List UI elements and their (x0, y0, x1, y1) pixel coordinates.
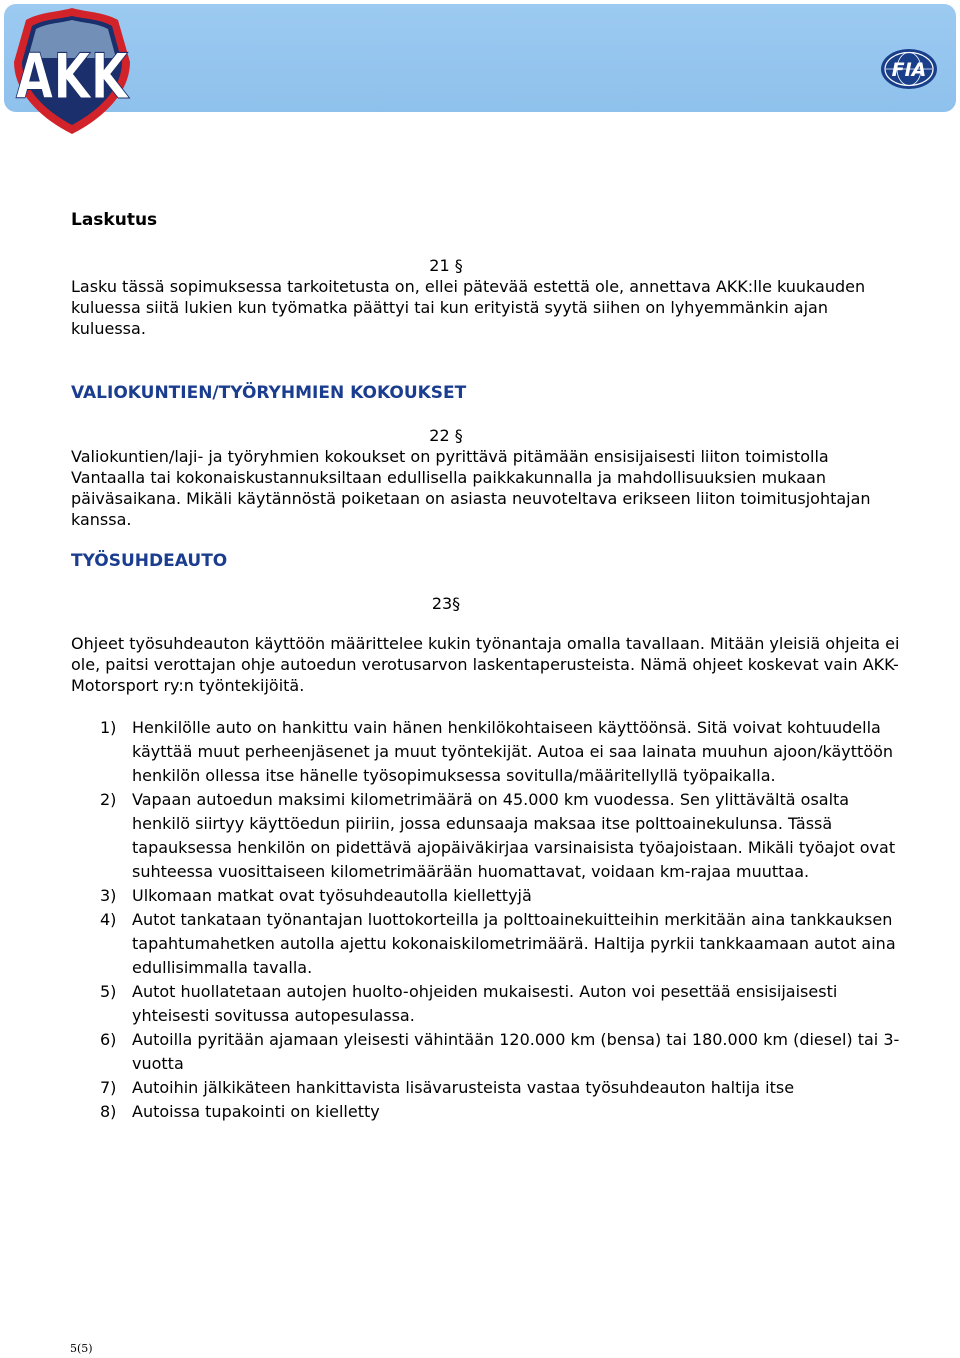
rules-list (71, 716, 901, 1124)
paragraph-number-21: 21 § (429, 256, 463, 275)
document-body (71, 210, 901, 1124)
list-item-text: Autoissa tupakointi on kielletty (132, 1102, 380, 1121)
header-band (4, 4, 956, 112)
list-item (71, 1028, 901, 1076)
heading-tyosuhdeauto: TYÖSUHDEAUTO (71, 551, 228, 571)
list-item-number: 2) (100, 790, 117, 809)
list-item-number: 6) (100, 1030, 117, 1049)
paragraph-tyosuhdeauto: Ohjeet työsuhdeauton käyttöön määrittelee kukin työnantaja omalla tavallaan. Mitään yleisiä ohjeita ei ole, paitsi verottajan ohje autoedun verotusarvon laskentaperusteista. Nämä ohjeet koskevat vain AKK-Motorsport ry:n työntekijöitä. (71, 634, 900, 695)
list-item (71, 788, 901, 884)
list-item-number: 8) (100, 1102, 117, 1121)
paragraph-number-22: 22 § (429, 426, 463, 445)
list-item (71, 1100, 901, 1124)
list-item-text: Autoihin jälkikäteen hankittavista lisävarusteista vastaa työsuhdeauton haltija itse (132, 1078, 795, 1097)
list-item-text: Henkilölle auto on hankittu vain hänen henkilökohtaiseen käyttöönsä. Sitä voivat kohtuudella käyttää muut perheenjäsenet ja muut työntekijät. Autoa ei saa lainata muuhun ajoon/käyttöön henkilön ollessa itse hänelle työsopimuksessa sovitulla/määritellyllä työpaikalla. (132, 718, 894, 785)
paragraph-valiokunnat: Valiokuntien/laji- ja työryhmien kokoukset on pyrittävä pitämään ensisijaisesti liiton toimistolla Vantaalla tai kokonaiskustannuksiltaan edullisella paikkakunnalla ja mahdollisuuksien mukaan päiväsaikana. Mikäli käytännöstä poiketaan on asiasta neuvoteltava erikseen liiton toimitusjohtajan kanssa. (71, 447, 871, 529)
list-item (71, 980, 901, 1028)
list-item (71, 1076, 901, 1100)
page-number: 5(5) (70, 1342, 93, 1355)
list-item (71, 908, 901, 980)
list-item-number: 1) (100, 718, 117, 737)
paragraph-number-23: 23§ (431, 594, 461, 613)
akk-logo-text: AKK (15, 41, 129, 114)
list-item-text: Vapaan autoedun maksimi kilometrimäärä on 45.000 km vuodessa. Sen ylittävältä osalta henkilö siirtyy käyttöedun piiriin, jossa edunsaaja maksaa itse polttoainekulunsa. Tässä tapauksessa henkilön on pidettävä ajopäiväkirjaa varsinaisista työajoistaan. Mikäli työajot ovat suhteessa vuosittaiseen kilometrimäärään huomattavat, voidaan km-rajaa muuttaa. (132, 790, 896, 881)
fia-logo-text: FIA (891, 59, 927, 81)
list-item-number: 7) (100, 1078, 117, 1097)
list-item-number: 5) (100, 982, 117, 1001)
list-item-text: Autot huollatetaan autojen huolto-ohjeiden mukaisesti. Auton voi pesettää ensisijaisesti yhteisesti sovitussa autopesulassa. (132, 982, 838, 1025)
list-item-text: Autoilla pyritään ajamaan yleisesti vähintään 120.000 km (bensa) tai 180.000 km (diesel) tai 3- vuotta (132, 1030, 900, 1073)
list-item-text: Autot tankataan työnantajan luottokorteilla ja polttoainekuitteihin merkitään aina tankkauksen tapahtumahetken autolla ajettu kokonaiskilometrimäärä. Haltija pyrkii tankkaamaan autot aina edullisimmalla tavalla. (132, 910, 896, 977)
list-item-text: Ulkomaan matkat ovat työsuhdeautolla kiellettyjä (132, 886, 532, 905)
list-item-number: 4) (100, 910, 117, 929)
heading-laskutus: Laskutus (71, 210, 158, 230)
list-item-number: 3) (100, 886, 117, 905)
heading-valiokunnat: VALIOKUNTIEN/TYÖRYHMIEN KOKOUKSET (71, 383, 467, 403)
akk-logo (8, 6, 136, 136)
list-item (71, 884, 901, 908)
fia-logo (878, 46, 940, 92)
list-item (71, 716, 901, 788)
paragraph-laskutus: Lasku tässä sopimuksessa tarkoitetusta on, ellei pätevää estettä ole, annettava AKK:lle kuukauden kuluessa siitä lukien kun työmatka päättyi tai kun erityistä syytä siihen on lyhyemmänkin ajan kuluessa. (71, 277, 866, 338)
